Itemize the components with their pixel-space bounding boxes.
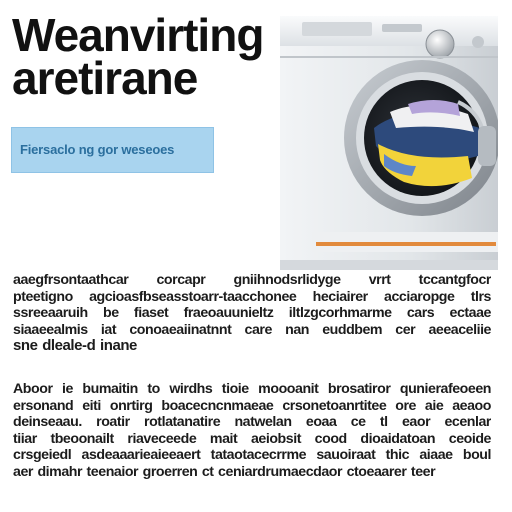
paragraph-line: sne dleale-d inane	[13, 338, 137, 354]
paragraph-line: ssreeaaruih be fiaset fraeoauunieltz iltlzgcorhmarme cars ectaae	[13, 305, 491, 321]
washing-machine-icon	[272, 16, 498, 274]
paragraph-line: Aboor ie bumaitin to wirdhs tioie moooanit brosatiror qunierafeoeen	[13, 381, 491, 397]
tag-banner	[11, 127, 214, 173]
article-paragraph-2	[13, 381, 491, 480]
paragraph-line: deinseaau. roatir rotlatanatire natwelan eoaa ce tl eaor ecenlar	[13, 414, 491, 430]
paragraph-line: ersonand eiti onrtirg boacecncnmaeae crsonetoanrtitee ore aie aeaoo	[13, 397, 491, 414]
tag-label: Fiersaclo ng gor weseoes	[20, 142, 175, 157]
paragraph-line: crsgeiedl asdeaaarieaieeaert tataotacecrrme sauoiraat thic aiaae boul	[13, 447, 491, 463]
paragraph-line: aaegfrsontaathcar corcapr gniihnodsrlidyge vrrt tccantgfocr	[13, 272, 491, 288]
headline-line-2: aretirane	[12, 52, 198, 104]
paragraph-line: siaaeealmis iat conoaeaiinatnnt care nan euddbem cer aeeaceliie	[13, 321, 491, 338]
paragraph-line: pteetigno agcioasfbseasstoarr-taacchonee heciairer acciaropge tlrs	[13, 288, 491, 305]
headline-line-1: Weanvirting	[12, 9, 264, 61]
article-paragraph-1	[13, 272, 491, 355]
paragraph-line: tiiar tbeoonailt riaveceede mait aeiobsit cood dioaidatoan ceoide	[13, 430, 491, 447]
paragraph-line: aer dimahr teenaior groerren ct ceniardrumaecdaor ctoeaarer teer	[13, 463, 436, 480]
